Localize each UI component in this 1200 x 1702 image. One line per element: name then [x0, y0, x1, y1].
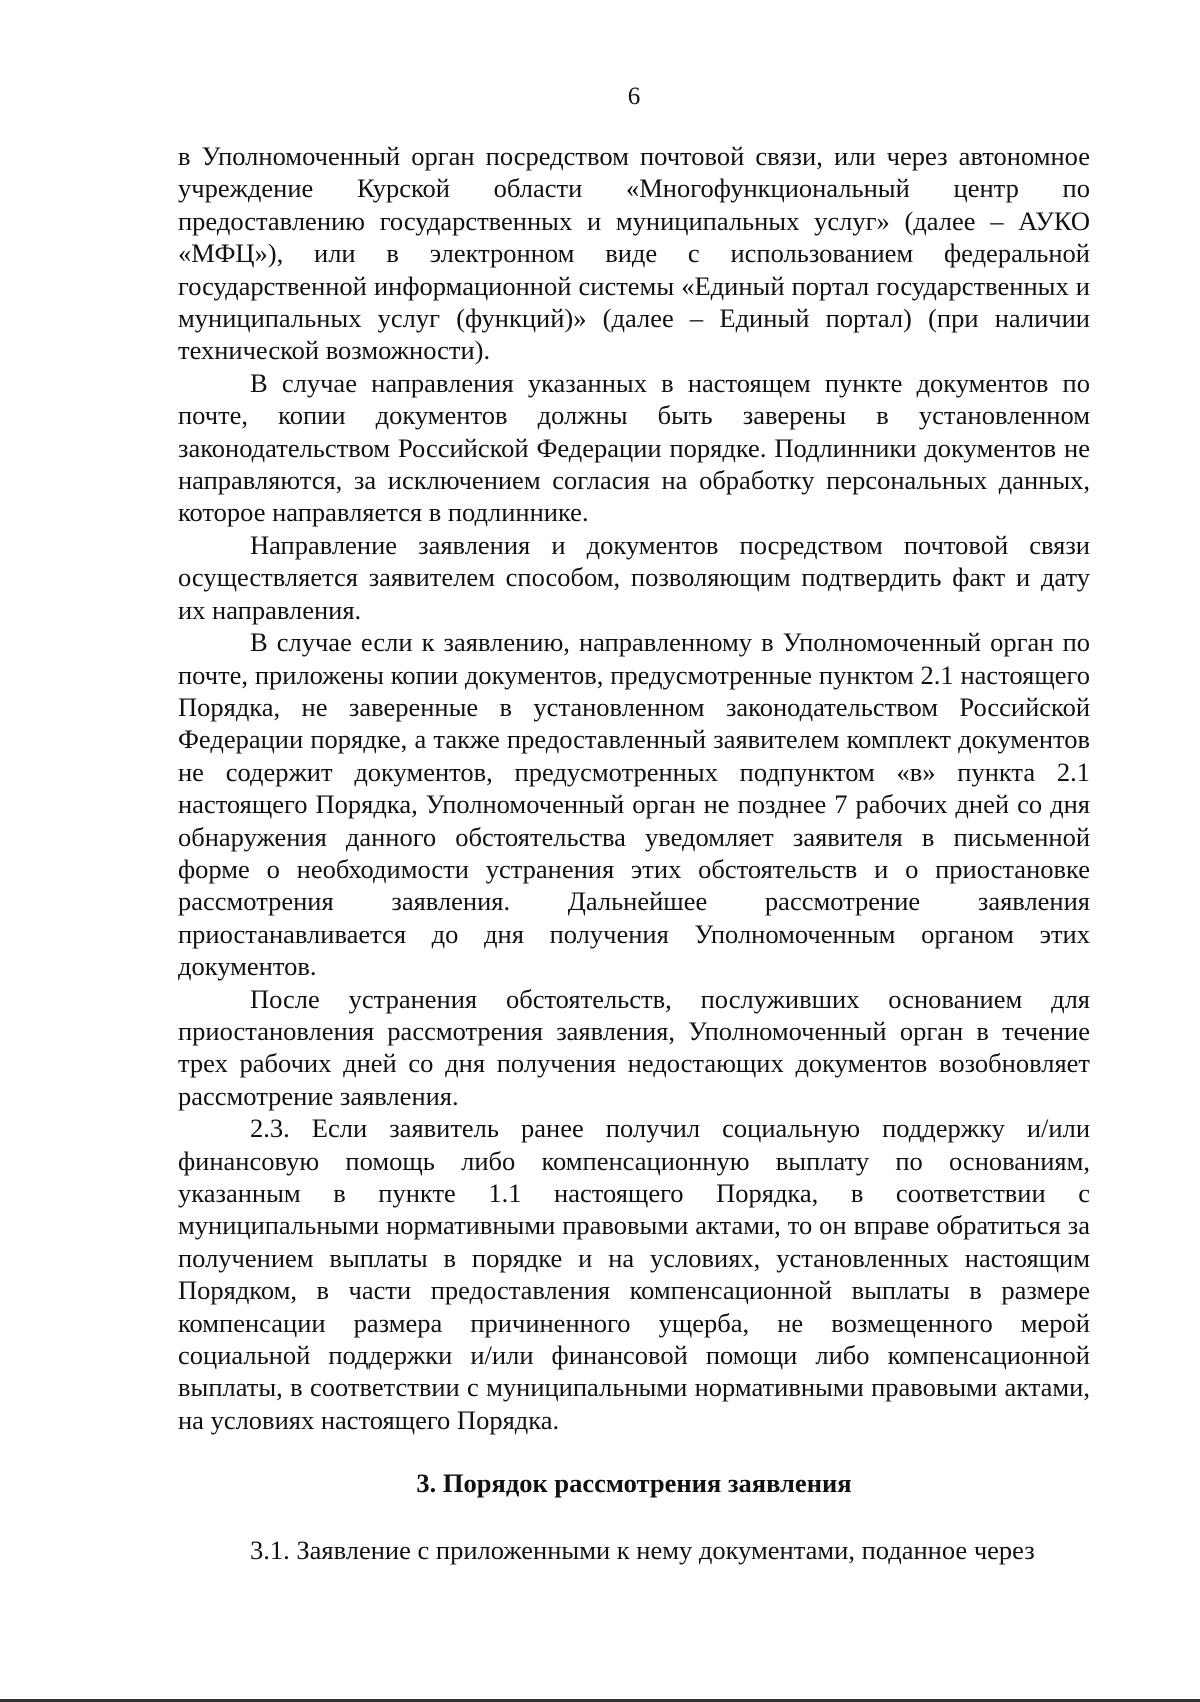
- document-body: [178, 140, 1090, 1566]
- paragraph-suspension: В случае если к заявлению, направленному в Уполномоченный орган по почте, приложены копии документов, предусмотренные пунктом 2.1 настоящего Порядка, не заверенные в установленном законодательством Российской Федерации порядке, а также предоставленный заявителем комплект документов не содержит документов, предусмотренных подпунктом «в» пункта 2.1 настоящего Порядка, Уполномоченный орган не позднее 7 рабочих дней со дня обнаружения данного обстоятельства уведомляет заявителя в письменной форме о необходимости устранения этих обстоятельств и о приостановке рассмотрения заявления. Дальнейшее рассмотрение заявления приостанавливается до дня получения Уполномоченным органом этих документов.: [178, 627, 1090, 982]
- paragraph-postal-sending: Направление заявления и документов посредством почтовой связи осуществляется заявителем способом, позволяющим подтвердить факт и дату их направления.: [178, 529, 1090, 625]
- paragraph-continuation: в Уполномоченный орган посредством почтовой связи, или через автономное учреждение Курской области «Многофункциональный центр по предоставлению государственных и муниципальных услуг» (далее – АУКО «МФЦ»), или в электронном виде с использованием федеральной государственной информационной системы «Единый портал государственных и муниципальных услуг (функций)» (далее – Единый портал) (при наличии технической возможности).: [178, 141, 1090, 366]
- paragraph-2-3: 2.3. Если заявитель ранее получил социальную поддержку и/или финансовую помощь либо компенсационную выплату по основаниям, указанным в пункте 1.1 настоящего Порядка, в соответствии с муниципальными нормативными правовыми актами, то он вправе обратиться за получением выплаты в порядке и на условиях, установленных настоящим Порядком, в части предоставления компенсационной выплаты в размере компенсации размера причиненного ущерба, не возмещенного мерой социальной поддержки и/или финансовой помощи либо компенсационной выплаты, в соответствии с муниципальными нормативными правовыми актами, на условиях настоящего Порядка.: [178, 1113, 1090, 1435]
- paragraph-postal-copies: В случае направления указанных в настоящем пункте документов по почте, копии документов должны быть заверены в установленном законодательством Российской Федерации порядке. Подлинники документов не направляются, за исключением согласия на обработку персональных данных, которое направляется в подлиннике.: [178, 367, 1090, 528]
- paragraph-3-1: 3.1. Заявление с приложенными к нему документами, поданное через: [250, 1534, 1035, 1565]
- section-heading: 3. Порядок рассмотрения заявления: [416, 1468, 852, 1499]
- paragraph-resumption: После устранения обстоятельств, послуживших основанием для приостановления рассмотрения заявления, Уполномоченный орган в течение трех рабочих дней со дня получения недостающих документов возобновляет рассмотрение заявления.: [178, 983, 1090, 1111]
- page-number: 6: [627, 83, 641, 110]
